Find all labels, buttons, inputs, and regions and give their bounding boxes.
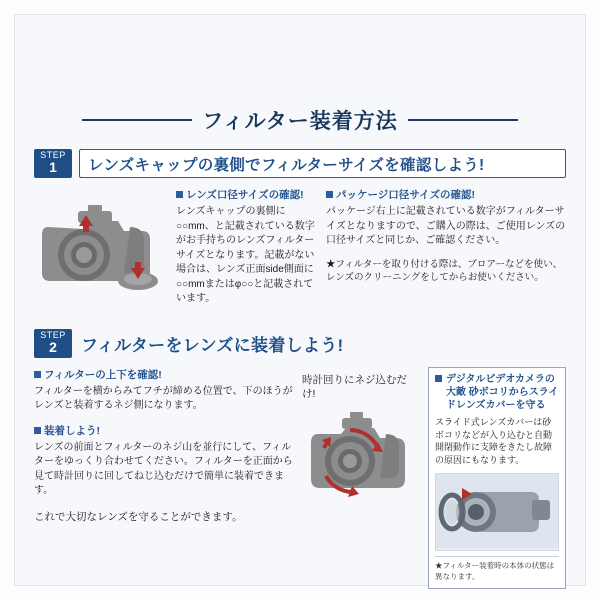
step-2-text-column [34, 367, 294, 524]
step-2-badge [34, 329, 72, 358]
filter-orientation-text: フィルターを横からみてフチが締める位置で、下のほうがレンズと装着するネジ側になります。 [34, 385, 293, 412]
filter-attach-text: レンズの前面とフィルターのネジ山を並行にして、フィルターをゆっくり合わせてください。フィルターを正面から見て時計回りに回してねじ込むだけで簡単に装着できます。 [34, 441, 293, 497]
lens-diameter-check-block [176, 187, 316, 307]
filter-orientation-block [34, 367, 294, 414]
step-1-badge-word: STEP [40, 150, 66, 160]
step-1-badge-number: 1 [49, 159, 57, 176]
lens-diameter-text: レンズキャップの裏側に○○mm、と記載されている数字がお手持ちのレンズフィルターサイズとなります。記載がない場合は、レンズ正面side側面に○○mmまたはφ○○と記載されています。 [176, 206, 315, 305]
step-1-heading [34, 149, 566, 178]
step-1-body [34, 187, 566, 307]
step-1-title: レンズキャップの裏側でフィルターサイズを確認しよう! [79, 149, 566, 178]
package-diameter-text: パッケージ右上に記載されている数字がフィルターサイズとなりますので、ご購入の際は、ご使用レンズの口径サイズと同じか、ご確認ください。 [326, 206, 566, 247]
camera-rotate-illustration [302, 404, 420, 508]
step-1-badge [34, 149, 72, 178]
page-title [34, 105, 566, 135]
lens-diameter-subheading: レンズ口径サイズの確認! [176, 187, 316, 202]
video-camera-panel-text: スライド式レンズカバーは砂ボコリなどが入り込むと自動開閉動作に支障をきたし故障の原因にもなります。 [435, 416, 553, 466]
cleaning-note-text: ★フィルターを取り付ける際は、ブロアーなどを使い、レンズのクリーニングをしてからお使いください。 [326, 258, 563, 284]
video-camera-panel [428, 367, 566, 589]
video-camera-panel-box [428, 367, 566, 589]
step-2-closing-text: これで大切なレンズを守ることができます。 [34, 510, 243, 523]
title-rule-left [82, 119, 192, 121]
video-camera-panel-title: デジタルビデオカメラの大敵 砂ボコリからスライドレンズカバーを守る [435, 373, 559, 412]
video-camera-figure [435, 473, 559, 551]
screw-in-illustration-block [302, 367, 420, 508]
video-camera-panel-caption: ★フィルター装着時の本体の状態は異なります。 [435, 556, 559, 582]
package-diameter-check-block [326, 187, 566, 285]
title-rule-right [408, 119, 518, 121]
content-area [34, 105, 566, 589]
filter-attach-block [34, 423, 294, 499]
step-2-badge-word: STEP [40, 329, 66, 340]
step-2-heading [34, 329, 566, 358]
camera-front-illustration [34, 193, 166, 305]
step-2-title: フィルターをレンズに装着しよう! [81, 335, 344, 355]
filter-orientation-subheading: フィルターの上下を確認! [34, 367, 294, 382]
clockwise-label: 時計回りにネジ込むだけ! [302, 373, 407, 401]
step-2-body [34, 367, 566, 589]
camcorder-illustration [436, 474, 559, 548]
page-title-text: フィルター装着方法 [202, 110, 398, 133]
lens-cap-illustration [34, 187, 166, 305]
step-2-badge-number: 2 [49, 339, 57, 356]
filter-attach-subheading: 装着しよう! [34, 423, 294, 438]
package-diameter-subheading: パッケージ口径サイズの確認! [326, 187, 566, 202]
